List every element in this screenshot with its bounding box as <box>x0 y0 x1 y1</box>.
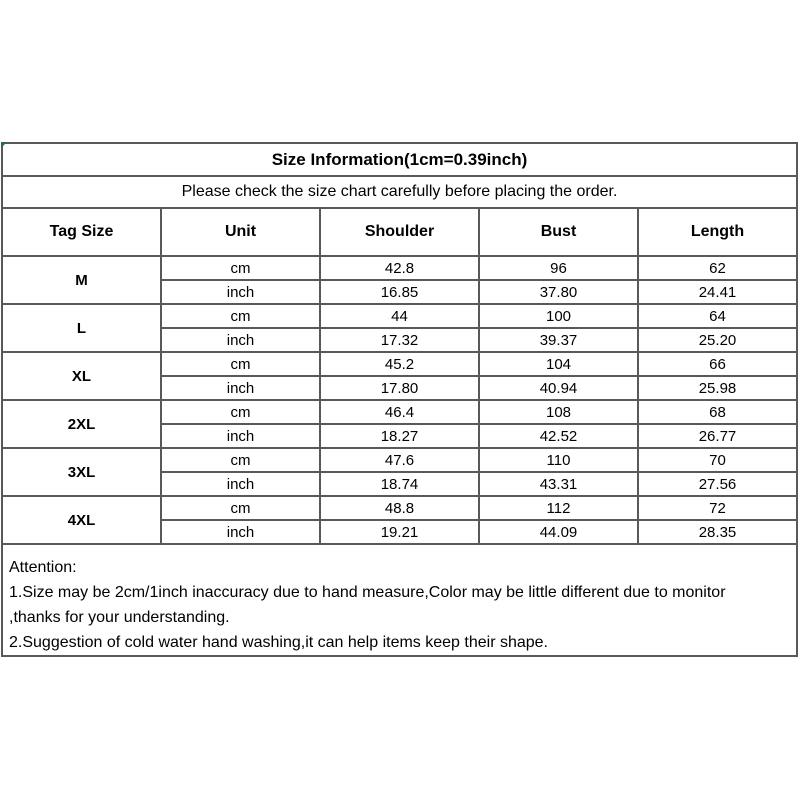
column-header-tag-size: Tag Size <box>2 208 161 256</box>
cell-length-inch: 25.98 <box>638 376 797 400</box>
unit-inch: inch <box>161 520 320 544</box>
cell-shoulder-inch: 18.74 <box>320 472 479 496</box>
table-row <box>2 496 797 520</box>
cell-length-cm: 66 <box>638 352 797 376</box>
cell-length-cm: 64 <box>638 304 797 328</box>
attention-heading: Attention: <box>9 559 77 576</box>
cell-shoulder-cm: 47.6 <box>320 448 479 472</box>
cell-bust-inch: 39.37 <box>479 328 638 352</box>
attention-note-1: 1.Size may be 2cm/1inch inaccuracy due to hand measure,Color may be little different due to monitor <box>9 584 726 601</box>
cell-length-inch: 24.41 <box>638 280 797 304</box>
cell-shoulder-cm: 44 <box>320 304 479 328</box>
attention-note-2: 2.Suggestion of cold water hand washing,it can help items keep their shape. <box>9 634 548 651</box>
subtitle-row <box>2 176 797 208</box>
cell-shoulder-cm: 45.2 <box>320 352 479 376</box>
unit-inch: inch <box>161 328 320 352</box>
cell-shoulder-inch: 19.21 <box>320 520 479 544</box>
table-row <box>2 352 797 376</box>
unit-cm: cm <box>161 400 320 424</box>
cell-shoulder-inch: 17.32 <box>320 328 479 352</box>
unit-inch: inch <box>161 472 320 496</box>
unit-inch: inch <box>161 376 320 400</box>
cell-length-cm: 70 <box>638 448 797 472</box>
attention-note-1-cont: ,thanks for your understanding. <box>9 609 230 626</box>
green-corner-artifact <box>1 142 7 148</box>
size-chart-table <box>1 142 798 657</box>
table-subtitle: Please check the size chart carefully before placing the order. <box>2 176 797 208</box>
cell-shoulder-inch: 17.80 <box>320 376 479 400</box>
cell-bust-inch: 42.52 <box>479 424 638 448</box>
attention-text-block <box>3 545 796 655</box>
cell-shoulder-inch: 18.27 <box>320 424 479 448</box>
cell-bust-cm: 112 <box>479 496 638 520</box>
table-row <box>2 448 797 472</box>
unit-cm: cm <box>161 496 320 520</box>
size-information-table <box>1 142 798 657</box>
header-row <box>2 208 797 256</box>
cell-bust-cm: 100 <box>479 304 638 328</box>
cell-bust-cm: 110 <box>479 448 638 472</box>
cell-length-inch: 26.77 <box>638 424 797 448</box>
cell-bust-inch: 37.80 <box>479 280 638 304</box>
unit-inch: inch <box>161 280 320 304</box>
attention-row <box>2 544 797 656</box>
tag-size-xl: XL <box>2 352 161 400</box>
column-header-length: Length <box>638 208 797 256</box>
table-title: Size Information(1cm=0.39inch) <box>2 143 797 176</box>
column-header-unit: Unit <box>161 208 320 256</box>
table-row <box>2 400 797 424</box>
cell-shoulder-inch: 16.85 <box>320 280 479 304</box>
table-row <box>2 304 797 328</box>
tag-size-3xl: 3XL <box>2 448 161 496</box>
tag-size-m: M <box>2 256 161 304</box>
unit-cm: cm <box>161 256 320 280</box>
cell-bust-cm: 108 <box>479 400 638 424</box>
unit-cm: cm <box>161 304 320 328</box>
unit-cm: cm <box>161 352 320 376</box>
cell-length-cm: 62 <box>638 256 797 280</box>
cell-length-inch: 25.20 <box>638 328 797 352</box>
column-header-shoulder: Shoulder <box>320 208 479 256</box>
cell-length-inch: 28.35 <box>638 520 797 544</box>
cell-bust-inch: 40.94 <box>479 376 638 400</box>
unit-inch: inch <box>161 424 320 448</box>
cell-length-cm: 72 <box>638 496 797 520</box>
column-header-bust: Bust <box>479 208 638 256</box>
cell-bust-cm: 104 <box>479 352 638 376</box>
title-row <box>2 143 797 176</box>
cell-bust-inch: 43.31 <box>479 472 638 496</box>
tag-size-4xl: 4XL <box>2 496 161 544</box>
cell-length-inch: 27.56 <box>638 472 797 496</box>
tag-size-l: L <box>2 304 161 352</box>
cell-length-cm: 68 <box>638 400 797 424</box>
cell-bust-cm: 96 <box>479 256 638 280</box>
cell-bust-inch: 44.09 <box>479 520 638 544</box>
cell-shoulder-cm: 46.4 <box>320 400 479 424</box>
cell-shoulder-cm: 48.8 <box>320 496 479 520</box>
tag-size-2xl: 2XL <box>2 400 161 448</box>
cell-shoulder-cm: 42.8 <box>320 256 479 280</box>
unit-cm: cm <box>161 448 320 472</box>
table-row <box>2 256 797 280</box>
attention-cell <box>2 544 797 656</box>
